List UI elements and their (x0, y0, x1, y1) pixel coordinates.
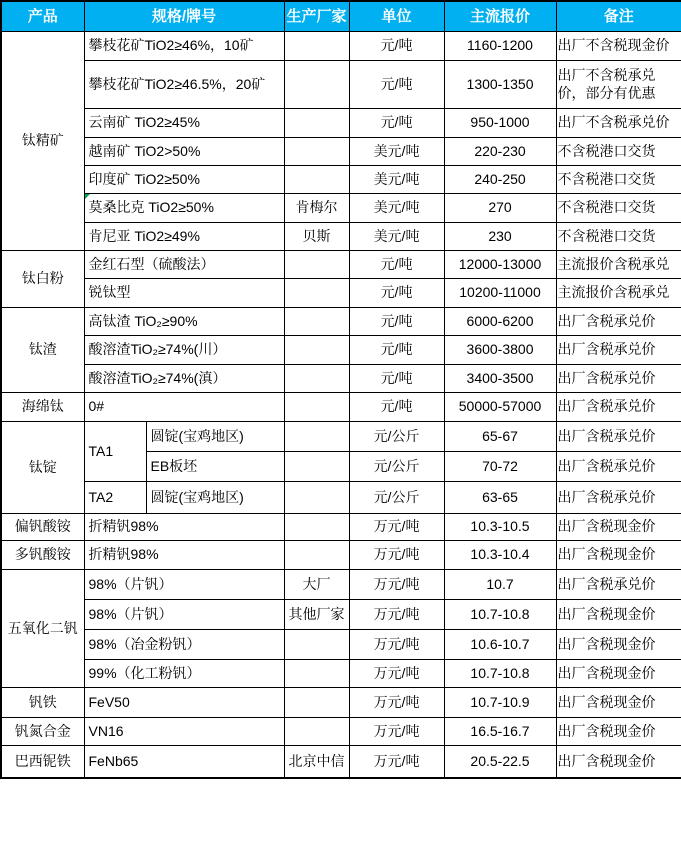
manufacturer-cell (284, 540, 349, 569)
spec-cell: FeNb65 (84, 745, 284, 778)
price-cell: 3600-3800 (444, 335, 556, 364)
note-cell: 出厂不含税现金价 (556, 31, 681, 60)
unit-cell: 万元/吨 (349, 745, 444, 778)
note-cell: 出厂含税承兑价 (556, 335, 681, 364)
spec-cell: 折精钒98% (84, 540, 284, 569)
note-cell: 出厂含税现金价 (556, 687, 681, 717)
spec-cell: 酸溶渣TiO₂≥74%(滇） (84, 364, 284, 392)
table-row (1, 165, 681, 193)
unit-cell: 万元/吨 (349, 687, 444, 717)
table-row (1, 307, 681, 335)
note-cell: 出厂含税承兑价 (556, 421, 681, 451)
note-cell: 出厂含税承兑价 (556, 392, 681, 421)
spec-cell: 折精钒98% (84, 513, 284, 540)
note-cell: 出厂含税现金价 (556, 745, 681, 778)
note-cell: 出厂含税现金价 (556, 629, 681, 659)
table-row (1, 335, 681, 364)
comment-marker-icon (85, 194, 90, 199)
note-cell: 出厂含税承兑价 (556, 307, 681, 335)
spec-cell: VN16 (84, 717, 284, 745)
spec-cell: 印度矿 TiO2≥50% (84, 165, 284, 193)
note-cell: 主流报价含税承兑 (556, 250, 681, 278)
price-cell: 10200-11000 (444, 278, 556, 307)
manufacturer-cell (284, 31, 349, 60)
spec-cell: 98%（片钒） (84, 599, 284, 629)
price-cell: 10.3-10.4 (444, 540, 556, 569)
unit-cell: 元/吨 (349, 278, 444, 307)
product-cell: 钒铁 (1, 687, 84, 717)
unit-cell: 万元/吨 (349, 513, 444, 540)
manufacturer-cell: 贝斯 (284, 222, 349, 250)
table-row (1, 421, 681, 451)
product-cell: 钛渣 (1, 307, 84, 392)
spec-cell: 肯尼亚 TiO2≥49% (84, 222, 284, 250)
grade-cell: TA2 (84, 481, 146, 513)
col-header-price: 主流报价 (444, 1, 556, 31)
unit-cell: 元/吨 (349, 250, 444, 278)
product-cell: 钛锭 (1, 421, 84, 513)
manufacturer-cell (284, 687, 349, 717)
unit-cell: 万元/吨 (349, 717, 444, 745)
spec-cell: 越南矿 TiO2>50% (84, 137, 284, 165)
price-cell: 270 (444, 193, 556, 222)
price-cell: 1160-1200 (444, 31, 556, 60)
table-row (1, 629, 681, 659)
unit-cell: 美元/吨 (349, 165, 444, 193)
manufacturer-cell (284, 60, 349, 108)
manufacturer-cell (284, 335, 349, 364)
manufacturer-cell: 大厂 (284, 569, 349, 599)
manufacturer-cell (284, 307, 349, 335)
unit-cell: 美元/吨 (349, 193, 444, 222)
spec-cell: 锐钛型 (84, 278, 284, 307)
table-row (1, 717, 681, 745)
note-cell: 出厂含税现金价 (556, 513, 681, 540)
price-cell: 10.7-10.8 (444, 659, 556, 687)
manufacturer-cell: 肯梅尔 (284, 193, 349, 222)
table-row (1, 108, 681, 137)
manufacturer-cell (284, 364, 349, 392)
price-cell: 6000-6200 (444, 307, 556, 335)
manufacturer-cell (284, 717, 349, 745)
product-cell: 海绵钛 (1, 392, 84, 421)
product-cell: 巴西铌铁 (1, 745, 84, 778)
col-header-unit: 单位 (349, 1, 444, 31)
price-cell: 65-67 (444, 421, 556, 451)
price-cell: 240-250 (444, 165, 556, 193)
spec-text: 莫桑比克 TiO2≥50% (88, 199, 214, 216)
price-cell: 3400-3500 (444, 364, 556, 392)
table-row (1, 250, 681, 278)
price-cell: 20.5-22.5 (444, 745, 556, 778)
spec-cell: EB板坯 (146, 451, 284, 481)
col-header-spec: 规格/牌号 (84, 1, 284, 31)
unit-cell: 元/吨 (349, 108, 444, 137)
manufacturer-cell (284, 481, 349, 513)
spec-cell: 云南矿 TiO2≥45% (84, 108, 284, 137)
table-row (1, 659, 681, 687)
unit-cell: 万元/吨 (349, 569, 444, 599)
unit-cell: 元/吨 (349, 31, 444, 60)
price-cell: 12000-13000 (444, 250, 556, 278)
price-cell: 950-1000 (444, 108, 556, 137)
unit-cell: 万元/吨 (349, 659, 444, 687)
table-row (1, 569, 681, 599)
unit-cell: 美元/吨 (349, 137, 444, 165)
note-cell: 出厂不含税承兑价 (556, 108, 681, 137)
unit-cell: 万元/吨 (349, 599, 444, 629)
note-cell: 出厂含税承兑价 (556, 481, 681, 513)
product-cell: 多钒酸铵 (1, 540, 84, 569)
note-cell: 不含税港口交货 (556, 193, 681, 222)
table-row (1, 392, 681, 421)
manufacturer-cell (284, 250, 349, 278)
table-row (1, 278, 681, 307)
spec-cell: 98%（冶金粉钒） (84, 629, 284, 659)
note-cell: 不含税港口交货 (556, 165, 681, 193)
table-row (1, 540, 681, 569)
note-cell: 主流报价含税承兑 (556, 278, 681, 307)
price-cell: 10.3-10.5 (444, 513, 556, 540)
spec-cell: FeV50 (84, 687, 284, 717)
spec-cell: 金红石型（硫酸法） (84, 250, 284, 278)
manufacturer-cell (284, 513, 349, 540)
price-cell: 220-230 (444, 137, 556, 165)
table-row (1, 687, 681, 717)
note-cell: 不含税港口交货 (556, 137, 681, 165)
table-row (1, 745, 681, 778)
price-cell: 230 (444, 222, 556, 250)
product-cell: 钒氮合金 (1, 717, 84, 745)
note-cell: 出厂含税现金价 (556, 599, 681, 629)
unit-cell: 元/吨 (349, 307, 444, 335)
spec-cell: 高钛渣 TiO₂≥90% (84, 307, 284, 335)
spec-cell: 圆锭(宝鸡地区) (146, 481, 284, 513)
note-cell: 出厂含税承兑价 (556, 364, 681, 392)
price-cell: 10.7 (444, 569, 556, 599)
table-row (1, 222, 681, 250)
product-cell: 钛精矿 (1, 31, 84, 250)
note-cell: 出厂含税现金价 (556, 717, 681, 745)
spec-cell: 圆锭(宝鸡地区) (146, 421, 284, 451)
table-row (1, 513, 681, 540)
table-row (1, 481, 681, 513)
price-cell: 10.7-10.9 (444, 687, 556, 717)
table-row (1, 31, 681, 60)
product-cell: 钛白粉 (1, 250, 84, 307)
manufacturer-cell (284, 165, 349, 193)
spec-cell: 攀枝花矿TiO2≥46%，10矿 (84, 31, 284, 60)
table-row (1, 364, 681, 392)
unit-cell: 万元/吨 (349, 540, 444, 569)
col-header-product: 产品 (1, 1, 84, 31)
note-cell: 出厂含税现金价 (556, 659, 681, 687)
unit-cell: 元/吨 (349, 392, 444, 421)
manufacturer-cell: 北京中信 (284, 745, 349, 778)
manufacturer-cell (284, 629, 349, 659)
unit-cell: 元/吨 (349, 364, 444, 392)
price-cell: 63-65 (444, 481, 556, 513)
table-row (1, 137, 681, 165)
unit-cell: 元/公斤 (349, 481, 444, 513)
price-cell: 50000-57000 (444, 392, 556, 421)
unit-cell: 美元/吨 (349, 222, 444, 250)
col-header-manufacturer: 生产厂家 (284, 1, 349, 31)
table-row (1, 599, 681, 629)
manufacturer-cell (284, 451, 349, 481)
product-cell: 偏钒酸铵 (1, 513, 84, 540)
note-cell: 出厂含税承兑价 (556, 451, 681, 481)
spec-cell: 攀枝花矿TiO2≥46.5%，20矿 (84, 60, 284, 108)
manufacturer-cell (284, 108, 349, 137)
spec-cell: 99%（化工粉钒） (84, 659, 284, 687)
manufacturer-cell: 其他厂家 (284, 599, 349, 629)
manufacturer-cell (284, 137, 349, 165)
header-row (1, 1, 681, 31)
col-header-note: 备注 (556, 1, 681, 31)
unit-cell: 元/公斤 (349, 451, 444, 481)
note-cell: 出厂含税现金价 (556, 540, 681, 569)
note-cell: 不含税港口交货 (556, 222, 681, 250)
table-row (1, 193, 681, 222)
grade-cell: TA1 (84, 421, 146, 481)
price-cell: 10.6-10.7 (444, 629, 556, 659)
unit-cell: 元/公斤 (349, 421, 444, 451)
price-cell: 16.5-16.7 (444, 717, 556, 745)
spec-cell: 98%（片钒） (84, 569, 284, 599)
unit-cell: 元/吨 (349, 60, 444, 108)
price-cell: 1300-1350 (444, 60, 556, 108)
manufacturer-cell (284, 659, 349, 687)
manufacturer-cell (284, 392, 349, 421)
manufacturer-cell (284, 421, 349, 451)
spec-cell: 酸溶渣TiO₂≥74%(川） (84, 335, 284, 364)
table-row (1, 60, 681, 108)
spec-cell: 0# (84, 392, 284, 421)
note-cell: 出厂不含税承兑价，部分有优惠 (556, 60, 681, 108)
price-cell: 10.7-10.8 (444, 599, 556, 629)
price-cell: 70-72 (444, 451, 556, 481)
unit-cell: 元/吨 (349, 335, 444, 364)
manufacturer-cell (284, 278, 349, 307)
spec-cell (84, 193, 284, 222)
note-cell: 出厂含税承兑价 (556, 569, 681, 599)
unit-cell: 万元/吨 (349, 629, 444, 659)
product-cell: 五氧化二钒 (1, 569, 84, 687)
